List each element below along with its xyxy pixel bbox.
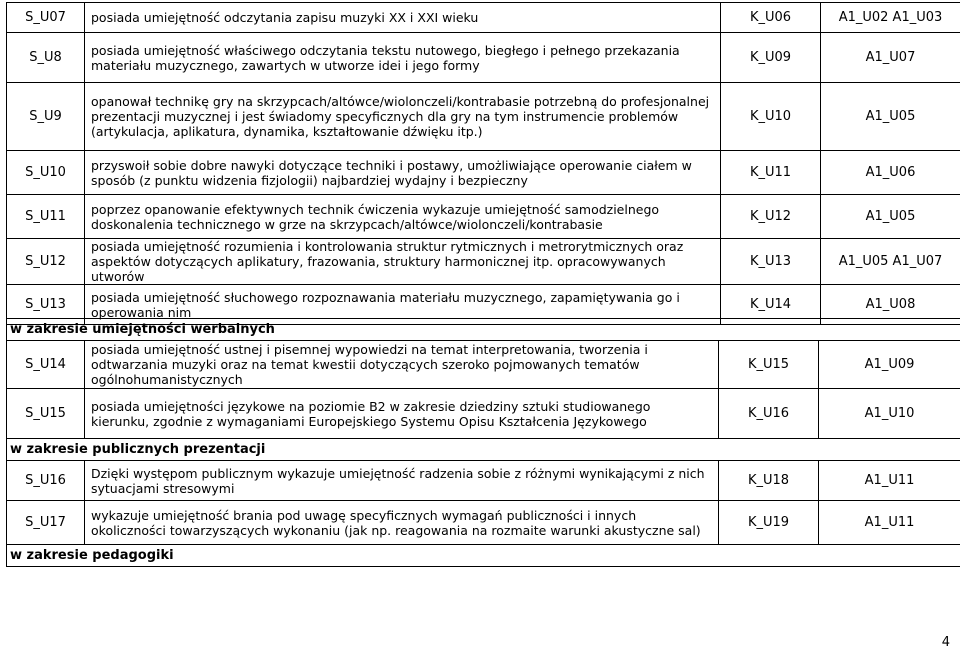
area-effect-code: A1_U02 A1_U03 [821,3,960,33]
outcome-code: S_U17 [7,501,85,545]
outcome-description: posiada umiejętności językowe na poziomie B2 w zakresie dziedziny sztuki studiowanego kierunku, zgodnie z wymaganiami Europejskiego Systemu Opisu Kształcenia Językowego [85,389,719,439]
direction-effect-code: K_U15 [719,341,819,389]
outcome-description: posiada umiejętność właściwego odczytania tekstu nutowego, biegłego i pełnego przekazania materiału muzycznego, zawartych w utworze idei i jego formy [85,33,721,83]
outcome-code: S_U9 [7,83,85,151]
outcome-description: posiada umiejętność odczytania zapisu muzyki XX i XXI wieku [85,3,721,33]
outcome-description: poprzez opanowanie efektywnych technik ćwiczenia wykazuje umiejętność samodzielnego doskonalenia technicznego w grze na skrzypcach/altówce/wiolonczeli/kontrabasie [85,195,721,239]
outcome-code: S_U10 [7,151,85,195]
area-effect-code: A1_U11 [819,461,960,501]
direction-effect-code: K_U16 [719,389,819,439]
table-row [7,3,960,33]
page-number: 4 [941,635,950,650]
area-effect-code: A1_U07 [821,33,960,83]
outcome-code: S_U16 [7,461,85,501]
direction-effect-code: K_U18 [719,461,819,501]
direction-effect-code: K_U06 [721,3,821,33]
area-effect-code: A1_U08 [821,285,960,325]
direction-effect-code: K_U10 [721,83,821,151]
outcome-code: S_U13 [7,285,85,325]
outcomes-table-block2 [6,318,960,567]
outcome-description: posiada umiejętność rozumienia i kontrolowania struktur rytmicznych i metrorytmicznych oraz aspektów dotyczących aplikatury, frazowania, struktury harmonicznej itp. opracowywanych utworów [85,239,721,285]
outcome-description: wykazuje umiejętność brania pod uwagę specyficznych wymagań publiczności i innych okoliczności towarzyszących wykonaniu (jak np. reagowania na rozmaite warunki akustyczne sal) [85,501,719,545]
direction-effect-code: K_U11 [721,151,821,195]
outcome-description: posiada umiejętność ustnej i pisemnej wypowiedzi na temat interpretowania, tworzenia i odtwarzania muzyki oraz na temat kwestii dotyczących szeroko pojmowanych tematów ogólnohumanistycznych [85,341,719,389]
section-public-label: w zakresie publicznych prezentacji [7,439,960,461]
area-effect-code: A1_U05 [821,83,960,151]
area-effect-code: A1_U06 [821,151,960,195]
area-effect-code: A1_U05 [821,195,960,239]
table-row [7,239,960,285]
outcome-description: posiada umiejętność słuchowego rozpoznawania materiału muzycznego, zapamiętywania go i operowania nim [85,285,721,325]
outcome-description: przyswoił sobie dobre nawyki dotyczące techniki i postawy, umożliwiające operowanie ciałem w sposób (z punktu widzenia fizjologii) najbardziej wydajny i bezpieczny [85,151,721,195]
section-pedagogic-label: w zakresie pedagogiki [7,545,960,567]
table-row [7,195,960,239]
table-row [7,341,960,389]
direction-effect-code: K_U09 [721,33,821,83]
direction-effect-code: K_U13 [721,239,821,285]
section-header-row [7,545,960,567]
outcomes-table-block1 [6,2,960,325]
direction-effect-code: K_U14 [721,285,821,325]
area-effect-code: A1_U11 [819,501,960,545]
outcome-code: S_U14 [7,341,85,389]
direction-effect-code: K_U12 [721,195,821,239]
outcome-code: S_U8 [7,33,85,83]
table-row [7,33,960,83]
section-header-row [7,319,960,341]
area-effect-code: A1_U05 A1_U07 [821,239,960,285]
table-row [7,151,960,195]
area-effect-code: A1_U10 [819,389,960,439]
table-row [7,389,960,439]
outcome-code: S_U12 [7,239,85,285]
outcome-description: Dzięki występom publicznym wykazuje umiejętność radzenia sobie z różnymi wynikającymi z nich sytuacjami stresowymi [85,461,719,501]
outcome-description: opanował technikę gry na skrzypcach/altówce/wiolonczeli/kontrabasie potrzebną do profesjonalnej prezentacji muzycznej i jest świadomy specyficznych dla gry na tym instrumencie problemów (artykulacja, aplikatura, dynamika, kształtowanie dźwięku itp.) [85,83,721,151]
section-verbal-label: w zakresie umiejętności werbalnych [7,319,960,341]
section-header-row [7,439,960,461]
outcome-code: S_U11 [7,195,85,239]
table-row [7,501,960,545]
direction-effect-code: K_U19 [719,501,819,545]
table-row [7,83,960,151]
outcome-code: S_U07 [7,3,85,33]
table-row [7,461,960,501]
area-effect-code: A1_U09 [819,341,960,389]
outcome-code: S_U15 [7,389,85,439]
